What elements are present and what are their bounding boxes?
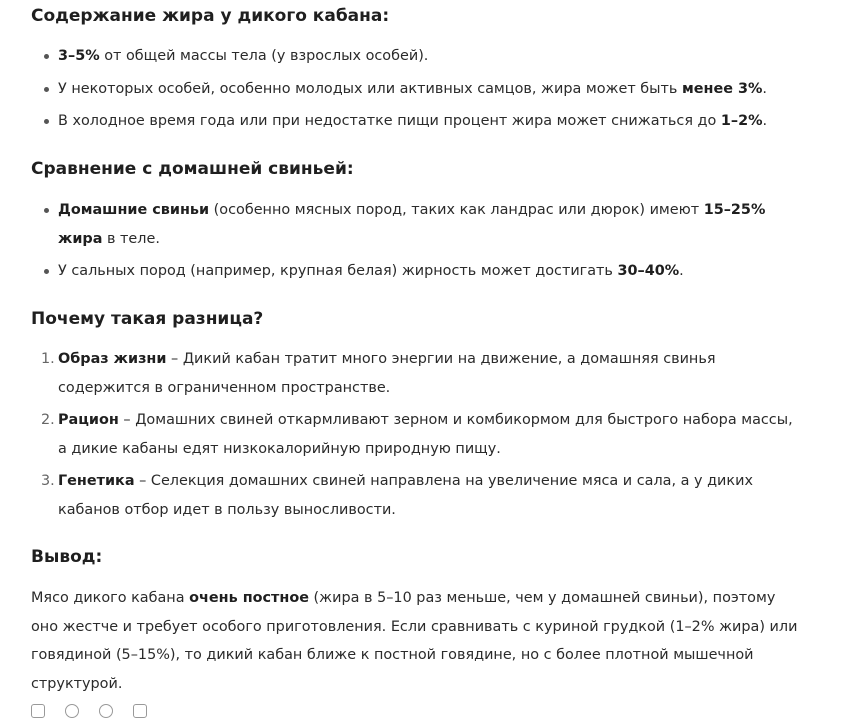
item-text: от общей массы тела (у взрослых особей).	[99, 48, 429, 64]
item-text: .	[679, 263, 684, 279]
list-item	[31, 257, 798, 286]
item-text: в теле.	[102, 230, 160, 247]
item-text: (особенно мясных пород, таких как ландрас или дюрок) имеют	[209, 202, 704, 218]
domestic-comparison-list	[31, 196, 798, 286]
paragraph-text: Мясо дикого кабана	[31, 590, 190, 606]
conclusion-paragraph	[31, 584, 801, 698]
copy-icon[interactable]	[31, 704, 45, 718]
item-text: .	[762, 113, 768, 129]
section-title-domestic-comparison: Сравнение с домашней свиньей:	[31, 159, 354, 179]
list-item	[31, 42, 798, 71]
list-number: 1.	[41, 351, 55, 367]
bullet-icon	[44, 87, 49, 92]
message-toolbar	[31, 704, 147, 714]
bold-text: 15–25% жира	[58, 202, 766, 247]
bullet-icon	[44, 269, 49, 274]
list-item	[31, 345, 798, 402]
bold-text: менее 3%	[681, 80, 763, 97]
thumbs-up-icon[interactable]	[65, 704, 79, 718]
thumbs-down-icon[interactable]	[99, 704, 113, 718]
item-text: У некоторых особей, особенно молодых или активных самцов, жира может быть	[58, 80, 682, 97]
item-text: .	[762, 80, 767, 97]
bold-text: очень постное	[189, 590, 309, 606]
list-item	[31, 75, 798, 104]
reasons-list	[31, 345, 798, 524]
bullet-icon	[44, 54, 49, 59]
bold-text: 1–2%	[720, 113, 763, 129]
bold-text: Образ жизни	[58, 351, 167, 367]
item-text: – Селекция домашних свиней направлена на увеличение мяса и сала, а у диких кабанов отбор идет в пользу выносливости.	[58, 473, 753, 518]
list-number: 3.	[41, 473, 55, 489]
bullet-icon	[44, 119, 49, 124]
bullet-icon	[44, 208, 49, 213]
list-item	[31, 107, 798, 136]
bold-text: 3–5%	[58, 48, 100, 64]
paragraph-text: (жира в 5–10 раз меньше, чем у домашней свиньи), поэтому оно жестче и требует особого приготовления. Если сравнивать с куриной грудкой (1–2% жира) или говядиной (5–15%), то дикий кабан ближе к постной говядине, но с более плотной мышечной структурой.	[31, 590, 798, 692]
list-item	[31, 467, 758, 524]
bold-text: Рацион	[58, 412, 119, 428]
list-item	[31, 196, 778, 253]
share-icon[interactable]	[133, 704, 147, 718]
list-item	[31, 406, 798, 463]
section-title-conclusion: Вывод:	[31, 547, 103, 567]
bold-text: Генетика	[58, 473, 135, 489]
item-text: – Дикий кабан тратит много энергии на движение, а домашняя свинья содержится в ограниченном пространстве.	[58, 351, 716, 396]
item-text: В холодное время года или при недостатке пищи процент жира может снижаться до	[58, 113, 721, 129]
wild-boar-fat-list	[31, 42, 798, 136]
bold-text: Домашние свиньи	[58, 202, 210, 218]
section-title-wild-boar-fat: Содержание жира у дикого кабана:	[31, 6, 390, 26]
list-number: 2.	[41, 412, 55, 428]
item-text: – Домашних свиней откармливают зерном и комбикормом для быстрого набора массы, а дикие кабаны едят низкокалорийную природную пищу.	[58, 412, 793, 457]
section-title-why-difference: Почему такая разница?	[31, 309, 264, 329]
bold-text: 30–40%	[617, 263, 680, 279]
item-text: У сальных пород (например, крупная белая) жирность может достигать	[58, 263, 618, 279]
